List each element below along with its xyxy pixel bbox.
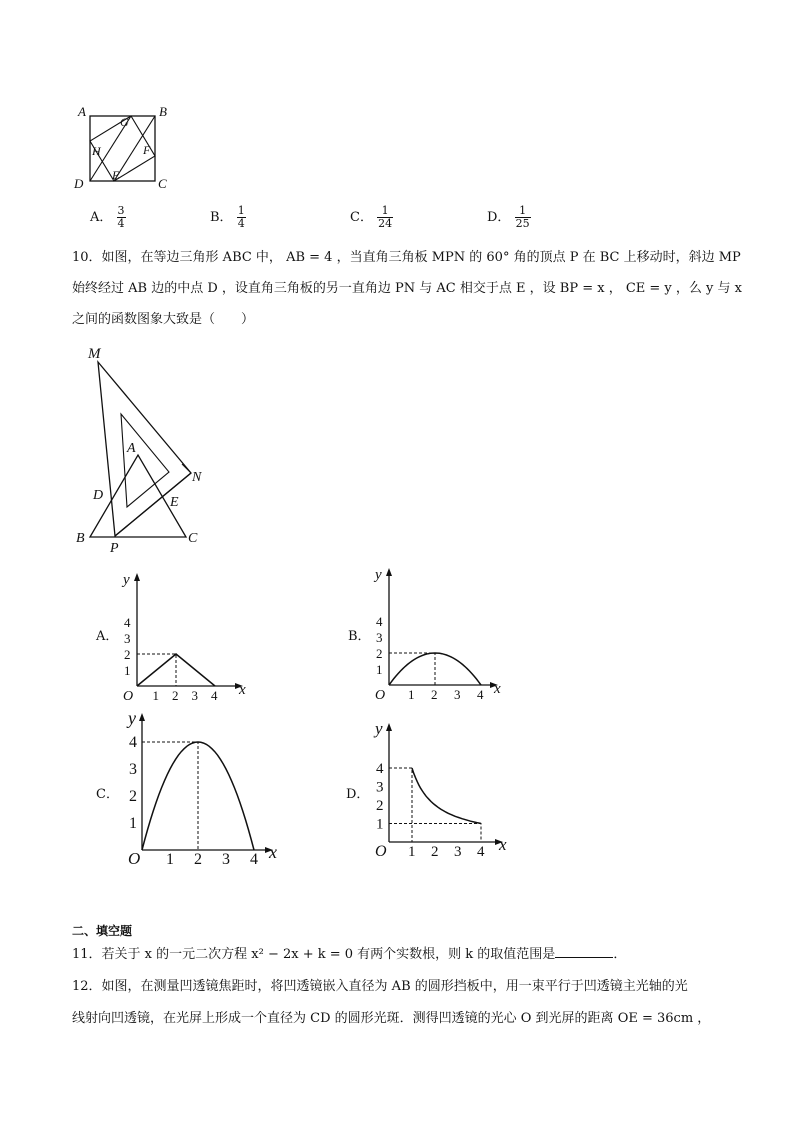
y-axis-arrow bbox=[386, 568, 392, 576]
label-b: B bbox=[76, 531, 85, 546]
fraction bbox=[117, 205, 126, 230]
y-tick-label: 2 bbox=[124, 647, 131, 662]
triangle-figure bbox=[70, 340, 220, 555]
x-tick-label: 2 bbox=[172, 688, 179, 703]
option-letter: D． bbox=[487, 210, 511, 225]
origin-label: O bbox=[128, 849, 141, 868]
x-tick-label: 2 bbox=[194, 851, 202, 868]
x-tick-label: 4 bbox=[250, 851, 258, 868]
square-figure bbox=[70, 100, 180, 195]
y-tick-label: 2 bbox=[376, 798, 384, 814]
y-tick-label: 2 bbox=[376, 646, 383, 661]
x-tick-label: 3 bbox=[454, 687, 461, 702]
label-c: C bbox=[188, 531, 198, 546]
x-tick-label: 1 bbox=[408, 844, 416, 860]
y-axis-label: y bbox=[375, 720, 383, 738]
label-e: E bbox=[112, 168, 120, 182]
graph-option-b-letter[interactable]: B． bbox=[348, 629, 371, 644]
graph-option-d[interactable] bbox=[365, 720, 515, 870]
graph-option-d-letter[interactable]: D． bbox=[346, 787, 370, 802]
graph-option-a-letter[interactable]: A． bbox=[96, 629, 119, 644]
label-a: A bbox=[78, 104, 86, 119]
denominator: 25 bbox=[515, 217, 530, 230]
label-d: D bbox=[93, 488, 104, 503]
numerator: 1 bbox=[377, 205, 393, 218]
option-letter: C． bbox=[350, 210, 373, 225]
graph-option-a[interactable] bbox=[115, 570, 255, 705]
fraction bbox=[377, 205, 393, 230]
x-tick-label: 1 bbox=[152, 688, 159, 703]
fraction bbox=[237, 205, 246, 230]
x-tick-label: 2 bbox=[431, 687, 438, 702]
graph-option-c[interactable] bbox=[115, 710, 285, 875]
y-tick-label: 3 bbox=[124, 631, 131, 646]
y-tick-label: 1 bbox=[376, 816, 384, 833]
x-tick-label: 1 bbox=[408, 687, 415, 702]
y-tick-label: 1 bbox=[129, 815, 137, 832]
x-tick-label: 4 bbox=[477, 844, 485, 860]
y-tick-label: 3 bbox=[376, 779, 384, 796]
origin-label: O bbox=[375, 843, 387, 860]
label-g: G bbox=[120, 115, 129, 129]
label-a: A bbox=[127, 441, 136, 456]
x-tick-label: 1 bbox=[166, 851, 174, 868]
option-letter: B． bbox=[210, 210, 233, 225]
x-tick-label: 3 bbox=[454, 844, 462, 860]
numerator: 1 bbox=[515, 205, 531, 218]
edge-outer2 bbox=[182, 464, 191, 473]
y-axis-label: y bbox=[375, 567, 382, 583]
y-tick-label: 1 bbox=[124, 663, 131, 678]
y-tick-label: 4 bbox=[124, 615, 131, 630]
label-c: C bbox=[158, 176, 167, 191]
label-d: D bbox=[74, 176, 84, 191]
q11-line bbox=[72, 945, 626, 965]
y-tick-label: 4 bbox=[376, 761, 384, 777]
label-m: M bbox=[88, 346, 101, 362]
y-axis-label: y bbox=[128, 710, 136, 728]
y-axis-arrow bbox=[386, 723, 392, 731]
q9-option-d[interactable] bbox=[487, 205, 531, 230]
label-f: F bbox=[143, 143, 151, 157]
graph-option-b[interactable] bbox=[365, 565, 510, 705]
answer-blank[interactable] bbox=[555, 945, 613, 958]
q12-line-1: 12．如图，在测量凹透镜焦距时，将凹透镜嵌入直径为 AB 的圆形挡板中，用一束平行于凹透镜主光轴的光 bbox=[72, 979, 688, 994]
q10-line-3: 之间的函数图象大致是（ ） bbox=[72, 312, 255, 327]
fraction bbox=[515, 205, 531, 230]
q9-option-c[interactable] bbox=[350, 205, 393, 230]
label-p: P bbox=[110, 541, 119, 555]
label-e: E bbox=[170, 495, 179, 510]
x-axis-label: x bbox=[239, 682, 246, 698]
label-n: N bbox=[192, 470, 202, 485]
section-title: 二、填空题 bbox=[72, 924, 133, 938]
denominator: 4 bbox=[237, 217, 245, 230]
q10-line-1: 10．如图，在等边三角形 ABC 中， AB = 4 ，当直角三角板 MPN 的 60° 角的顶点 P 在 BC 上移动时，斜边 MP bbox=[72, 250, 741, 265]
y-tick-label: 4 bbox=[376, 614, 383, 629]
x-axis-label: x bbox=[269, 842, 277, 862]
graph-option-c-letter[interactable]: C． bbox=[96, 787, 119, 802]
y-axis-label: y bbox=[123, 572, 130, 588]
q9-option-b[interactable] bbox=[210, 205, 246, 230]
guide-line bbox=[389, 653, 435, 685]
x-tick-label: 4 bbox=[211, 688, 218, 703]
y-tick-label: 3 bbox=[376, 630, 383, 645]
y-tick-label: 2 bbox=[129, 788, 137, 805]
numerator: 1 bbox=[237, 204, 245, 217]
y-axis-arrow bbox=[139, 713, 145, 721]
guide-line bbox=[389, 768, 412, 842]
x-axis-label: x bbox=[494, 681, 501, 697]
denominator: 4 bbox=[117, 217, 125, 230]
x-tick-label: 2 bbox=[431, 844, 439, 860]
q9-option-a[interactable] bbox=[90, 205, 126, 230]
x-tick-label: 3 bbox=[222, 851, 230, 868]
y-tick-label: 4 bbox=[129, 734, 137, 751]
y-tick-label: 3 bbox=[129, 761, 137, 778]
label-h: H bbox=[92, 144, 101, 158]
denominator: 24 bbox=[378, 217, 393, 230]
option-letter: A． bbox=[90, 210, 113, 225]
q11-end: ． bbox=[613, 947, 627, 962]
numerator: 3 bbox=[117, 204, 125, 217]
x-axis-label: x bbox=[499, 835, 507, 854]
y-tick-label: 1 bbox=[376, 662, 383, 677]
label-b: B bbox=[159, 104, 167, 119]
x-tick-label: 3 bbox=[191, 688, 198, 703]
y-axis-arrow bbox=[134, 573, 140, 581]
origin-label: O bbox=[123, 689, 134, 704]
q10-line-2: 始终经过 AB 边的中点 D ，设直角三角板的另一直角边 PN 与 AC 相交于点 E ，设 BP = x ， CE = y ，么 y 与 x bbox=[72, 281, 742, 296]
guide-line bbox=[142, 742, 198, 850]
set-square-inner bbox=[121, 414, 169, 507]
q12-line-2: 线射向凹透镜，在光屏上形成一个直径为 CD 的圆形光斑．测得凹透镜的光心 O 到光屏的距离 OE = 36cm ， bbox=[72, 1011, 711, 1026]
q11-text: 11．若关于 x 的一元二次方程 x² − 2x + k = 0 有两个实数根，则 k 的取值范围是 bbox=[72, 947, 556, 962]
x-tick-label: 4 bbox=[477, 687, 484, 702]
origin-label: O bbox=[375, 688, 386, 703]
guide-line bbox=[389, 824, 481, 843]
function-curve bbox=[412, 768, 481, 824]
